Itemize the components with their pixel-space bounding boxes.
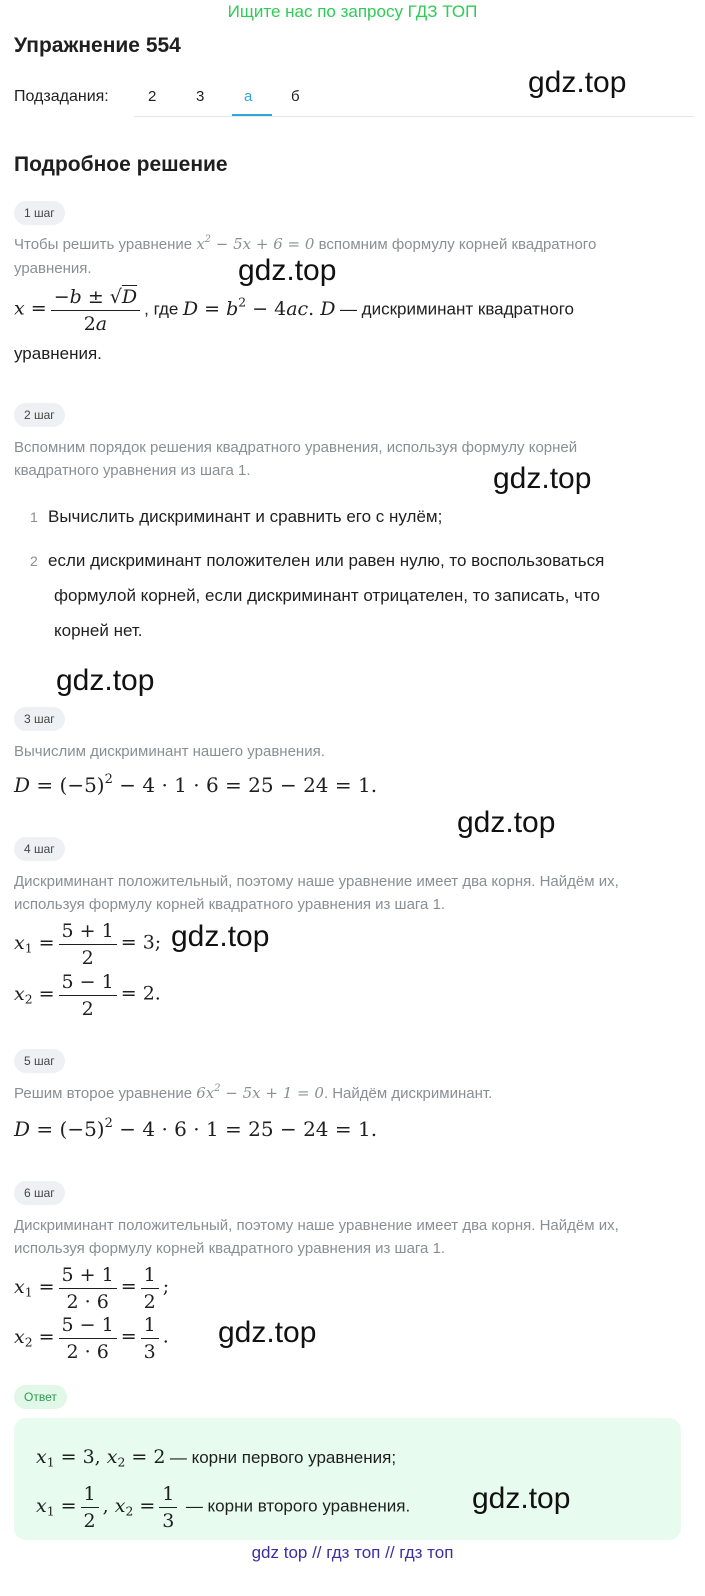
step-text: используя формулу корней квадратного уравнения из шага 1. [14,896,446,913]
section-title: Подробное решение [14,153,228,176]
watermark: gdz.top [457,806,556,839]
subtask-tab-b[interactable]: б [291,88,300,105]
step-badge: 5 шаг [14,1049,65,1073]
watermark: gdz.top [238,254,337,287]
tabs-divider [134,116,694,117]
watermark: gdz.top [56,664,155,697]
list-number: 2 [30,553,38,569]
watermark: gdz.top [171,920,270,953]
watermark: gdz.top [528,66,627,99]
list-item: корней нет. [54,621,143,640]
discriminant-formula: $D = (-5)^2 - 4 \cdot 1 \cdot 6 = 25 - 24 = 1$. [14,771,378,797]
step-text: квадратного уравнения из шага 1. [14,462,251,479]
step-badge: 4 шаг [14,837,65,861]
list-number: 1 [30,509,38,525]
footer-links[interactable]: gdz top // гдз топ // гдз топ [251,1543,454,1562]
page-title: Упражнение 554 [14,34,181,57]
list-item: если дискриминант положителен или равен нулю, то воспользоваться [48,551,605,570]
step-badge: 3 шаг [14,707,65,731]
step-text: уравнения. [14,260,92,277]
root-x1: $x_1$ = $\frac{5 + 1}{2 \cdot 6}$ = $\frac{1}{2}$ ; [14,1264,170,1313]
step-text: Вычислим дискриминант нашего уравнения. [14,743,325,760]
root-x2: $x_2$ = $\frac{5 - 1}{2}$ = 2. [14,971,161,1020]
watermark: gdz.top [472,1482,571,1515]
subtasks-label: Подзадания: [14,88,109,105]
discriminant-formula: $D = (-5)^2 - 4 \cdot 6 \cdot 1 = 25 - 24 = 1$. [14,1115,378,1141]
watermark: gdz.top [218,1316,317,1349]
step-badge: 2 шаг [14,403,65,427]
answer-badge: Ответ [14,1385,67,1409]
step-badge: 6 шаг [14,1181,65,1205]
active-tab-indicator [232,114,272,116]
step-text: Дискриминант положительный, поэтому наше уравнение имеет два корня. Найдём их, [14,873,619,890]
answer-line-1: $x_1 = 3$, $x_2 = 2$ — корни первого уравнения; [36,1446,397,1470]
step-badge: 1 шаг [14,201,65,225]
step-text: Дискриминант положительный, поэтому наше уравнение имеет два корня. Найдём их, [14,1217,619,1234]
list-item: Вычислить дискриминант и сравнить его с нулём; [48,507,443,526]
step-text: Вспомним порядок решения квадратного уравнения, используя формулу корней [14,439,578,456]
step-text: Чтобы решить уравнение $x^2 - 5x + 6 = 0$ вспомним формулу корней квадратного [14,234,597,253]
step-text: уравнения. [14,344,102,363]
root-x1: $x_1$ = $\frac{5 + 1}{2}$ = 3; [14,920,162,969]
formula-roots: x = $\frac{-b \pm √D}{2a}$ , где $D = b^2 - 4ac$. D — дискриминант квадратного [14,286,575,335]
root-x2: $x_2$ = $\frac{5 - 1}{2 \cdot 6}$ = $\frac{1}{3}$ . [14,1314,169,1363]
subtask-tab-3[interactable]: 3 [196,88,205,105]
list-item: формулой корней, если дискриминант отрицателен, то записать, что [54,586,600,605]
step-text: Решим второе уравнение $6x^2 - 5x + 1 = 0$. Найдём дискриминант. [14,1083,493,1102]
subtask-tab-2[interactable]: 2 [148,88,157,105]
step-text: используя формулу корней квадратного уравнения из шага 1. [14,1240,446,1257]
subtask-tab-a[interactable]: а [244,88,253,105]
top-banner[interactable]: Ищите нас по запросу ГДЗ ТОП [227,2,478,21]
answer-line-2: $x_1$ = $\frac{1}{2}$ , $x_2$ = $\frac{1}{3}$ — корни второго уравнения. [36,1483,411,1532]
watermark: gdz.top [493,462,592,495]
